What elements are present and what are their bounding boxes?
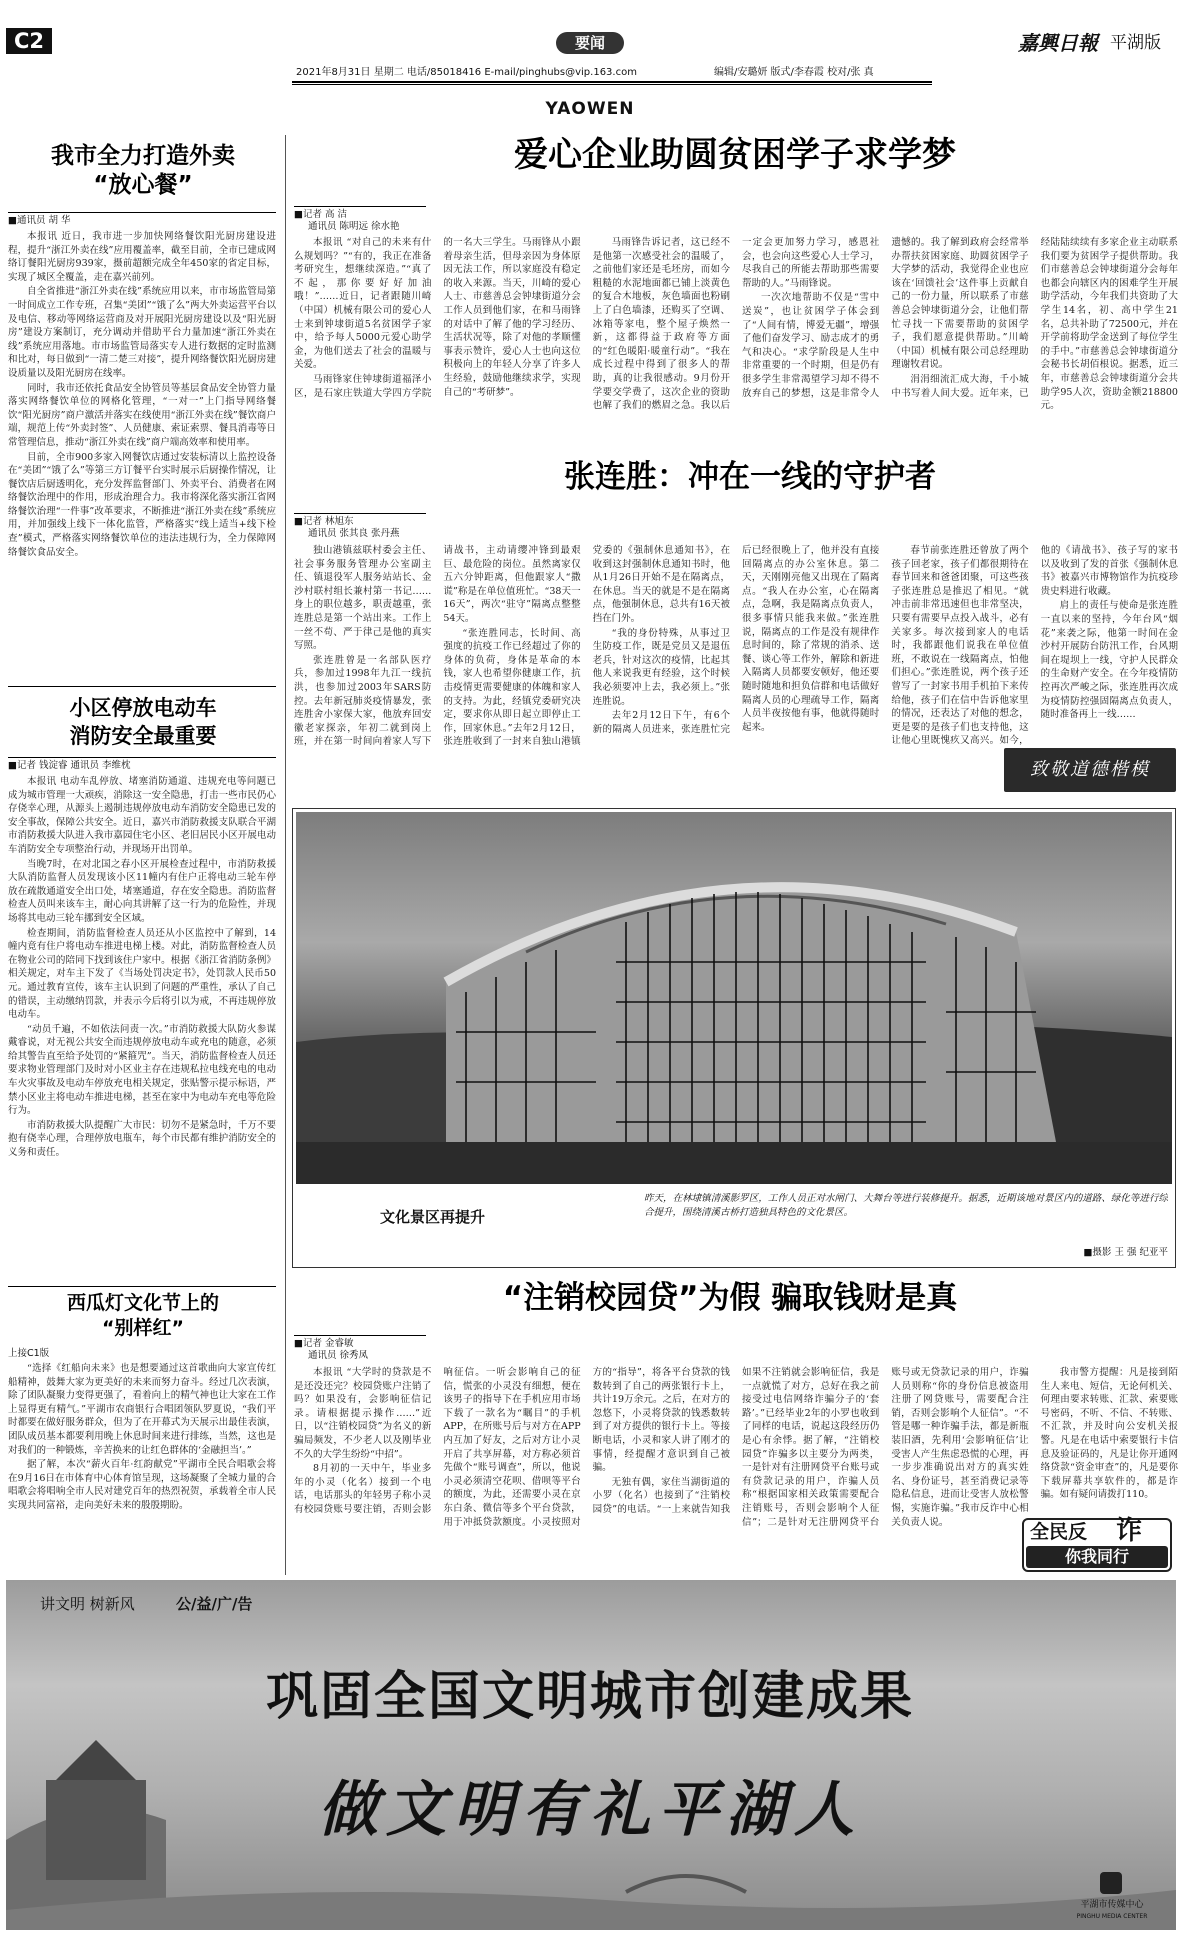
paragraph: 本报讯 近日，我市进一步加快网络餐饮阳光厨房建设进程，提升“浙江外卖在线”应用覆盖率，截至目前，全市已建成网络订餐阳光厨房939家，摄前超额完成全年450家的省定目标，实现了城区全覆盖，走在嘉兴前列。 [8, 231, 276, 283]
ad-background-art [6, 1580, 1176, 1930]
public-ad-banner [6, 1580, 1176, 1930]
moral-model-badge-text: 致敬道德楷模 [1030, 759, 1150, 780]
daikuan-byline-rule [294, 1335, 426, 1336]
paragraph: 独山港镇兹联村委会主任、社会事务服务管理办公室副主任、镇退役军人服务站站长、金沙村联村组长兼村第一书记……身上的职位越多，职责越重，张连胜总是第一个站出来。工作上一丝不苟、严于律己是他的真实写照。 [294, 545, 432, 652]
daikuan-byline [294, 1338, 428, 1362]
paragraph: 无独有偶，家住当湖街道的小罗（化名）也接到了“注销校园贷”的电话。“一上来就告知我如果不注销就会影响征信，我是一点就慌了对方，总好在我之前接受过电信网络诈骗分子的‘套路’。”已经毕业2年的小罗也收到了同样的电话，说起这段经历仍是心有余悸。据了解，“注销校园贷”诈骗多以主要分为两类，一是针对有注册网贷平台账号或有贷款记录的用户，诈骗人员称“根据国家相关政策需要配合注销账号，否则会影响个人征信”；二是针对无注册网贷平台账号或无贷款记录的用户，诈骗人员则称“你的身份信息被盗用注册了网贷账号，需要配合注销，否则会影响个人征信”。“不管是哪一种诈骗手法，都是新瓶装旧酒，先利用‘会影响征信’让受害人产生焦虑恐慌的心理，再一步步准确说出对方的真实姓名、身份证号，甚至消费记录等隐私信息，进而让受害人放松警惕，实施诈骗。”我市反诈中心相关负责人说。 [592, 1367, 1029, 1528]
dianche-title-line1: 小区停放电动车 [69, 696, 217, 720]
dianche-byline-rule [8, 757, 276, 758]
aixin-byline [294, 209, 428, 233]
ad-slogan: 做文明有礼平湖人 [318, 1775, 862, 1845]
aixin-headline: 爱心企业助圆贫困学子求学梦 [514, 135, 956, 175]
paragraph: 据了解，本次“薪火百年·红韵献党”平湖市全民合唱歌会将在9月16日在市体育中心体育馆呈现，这场凝聚了全城力量的合唱歌会将唱响全市人民对建党百年的热烈祝贺，承载着全市人民实现共同富裕，走向美好未来的殷殷期盼。 [8, 1459, 276, 1511]
ad-title: 巩固全国文明城市创建成果 [265, 1666, 914, 1727]
paragraph: 一次次地帮助不仅是“雪中送炭”，也让贫困学子体会到了“人间有情，博爱无疆”，增强了他们奋发学习、励志成才的勇气和决心。“求学阶段是人生中非常重要的一个时期，但是仍有很多学生非常渴望学习却不得不放弃自己的梦想，这是非常令人遗憾的。我了解到政府会经常举办帮扶贫困家庭、助圆贫困学子大学梦的活动，我觉得企业也应该在‘回馈社会’这件事上贡献自己的一份力量，所以联系了市慈善总会钟埭街道分会，让他们帮忙寻找一下需要帮助的贫困学子，我们愿意提供帮助。”川崎（中国）机械有限公司总经理助理谢牧君说。 [741, 237, 1029, 399]
paragraph: 马雨锋告诉记者，这已经不是他第一次感受社会的温暖了，之前他们家还是毛坯房，而如今粗糙的水泥地面都已铺上淡黄色的复合木地板，灰色墙面也粉刷上了白色墙漆，还购买了空调、冰箱等家电，整个屋子焕然一新，这都得益于政府等方面的“红色暖阳·暖童行动”。“我在成长过程中得到了很多人的帮助，真的让我很感动。9月份开学要交学费了，这次企业的资助也解了我们的燃眉之急。我以后一定会更加努力学习，感恩社会，也会向这些爱心人士学习，尽我自己的所能去帮助那些需要帮助的人。”马雨锋说。 [592, 237, 880, 412]
construction-photo [296, 812, 1172, 1184]
section-pinyin: YAOWEN [545, 99, 635, 119]
masthead-rule-bottom [292, 84, 932, 85]
fangxin-byline: ■通讯员 胡 华 [8, 215, 71, 226]
anti-fraud-badge-char: 诈 [1116, 1516, 1143, 1546]
aixin-byline-rule [294, 206, 426, 207]
xigua-title-line1: 西瓜灯文化节上的 [66, 1292, 219, 1314]
masthead-rule-top [292, 81, 932, 83]
media-center-name: 平湖市传媒中心 [1080, 1900, 1144, 1910]
paragraph: 同时，我市还依托食品安全协管员等基层食品安全协管力量落实网络餐饮单位的网格化管理，“一对一”上门指导网络餐饮“阳光厨房”商户激活并落实在线使用“浙江外卖在线”餐饮商户端，规范上传“外卖封签”、人员健康、索证索票、餐具消毒等日常管理信息，推动“浙江外卖在线”商户端高效率和使用率。 [8, 382, 276, 448]
dianche-headline [8, 694, 278, 752]
paragraph: 当晚7时，在对北国之春小区开展检查过程中，市消防救援大队消防监督人员发现该小区11幢内有住户正将电动三轮车停放在疏散通道安全出口处，堵塞通道，存在安全隐患。消防监督检查人员叫来该车主，耐心向其讲解了这一行为的危险性，并现场将其电动三轮车挪到安全区域。 [8, 858, 276, 924]
dianche-body [8, 775, 276, 1283]
zhang-headline: 张连胜：冲在一线的守护者 [564, 459, 936, 495]
paragraph: 目前，全市900多家入网餐饮店通过安装标清以上监控设备在“美团”“饿了么”等第三方订餐平台实时展示后厨操作情况，让餐饮店后厨透明化，充分发挥监督部门、外卖平台、消费者在网络餐饮治理中的作用，形成治理合力。我市将深化落实浙江省网络餐饮治理“一件事”改革要求，不断推进“浙江外卖在线”系统应用，并加强线上线下一体化监管，严格落实“线上适当+线下检查”模式，严格落实网络餐饮单位的违法违规行为，全力保障网络餐饮食品安全。 [8, 451, 276, 558]
media-center-logo [1100, 1872, 1122, 1894]
paragraph: 本报讯 电动车乱停放、堵塞消防通道、违规充电等问题已成为城市管理一大顽疾，消除这一安全隐患，打击一些市民仍心存侥幸心理，从源头上遏制违规停放电动车消防安全隐患已发的安全事故，保障公共安全。近日，嘉兴市消防救援支队联合平湖市消防救援大队进入我市嘉园住宅小区、老旧居民小区开展电动车消防安全专项整治行动，并现场开出罚单。 [8, 776, 276, 855]
fangxin-title-line1: 我市全力打造外卖 [51, 143, 235, 169]
edition-name: 平湖版 [1110, 33, 1161, 53]
paragraph: 马雨锋家住钟埭街道福泽小区，是石家庄铁道大学四方学院的一名大三学生。马雨锋从小跟着母亲生活，但母亲因为身体原因无法工作，所以家庭没有稳定的收入来源。当天，川崎的爱心人士、市慈善总会钟埭街道分会工作人员到他们家，在和马雨锋的对话中了解了他的学习经历、生活状况等，除了对他的孝顺懂事表示赞许，爱心人士也向这位积极向上的年轻人分享了许多人生经验，鼓励他继续求学，实现自己的“考研梦”。 [294, 237, 581, 399]
anti-fraud-badge-slogan: 你我同行 [1064, 1547, 1129, 1566]
zhang-byline [294, 516, 428, 540]
paragraph: 去年2月12日下午，有6个新的隔离人员进来，张连胜忙完后已经很晚上了，他并没有直接回隔离点的办公室休息。第二天，天刚刚亮他又出现在了隔离点。“我人在办公室，心在隔离点，急啊，我是隔离点负责人，很多事情只能我来做。”张连胜说，隔离点的工作是没有规律作息时间的，除了常规的消杀、送餐、谈心等工作外，解除和新进入隔离人员都要安顿好，他还要随时随地和担负信群和电话做好隔离人员的心理疏导工作，隔离人员半夜按他有事，他就得随时起来。 [592, 545, 880, 735]
daikuan-byline-correspondents: 通讯员 徐秀凤 [308, 1350, 369, 1361]
xigua-body [8, 1362, 276, 1574]
paragraph: 市消防救援大队提醒广大市民：切勿不是紧急时，千万不要抱有侥幸心理，合理停放电瓶车，每个市民都有维护消防安全的义务和责任。 [8, 1119, 276, 1159]
paragraph: 本报讯 “对自己的未来有什么规划吗？”“有的，我正在准备考研究生，想继续深造。”“真了不起，那你要好好加油哦！”……近日，记者跟随川崎（中国）机械有限公司的爱心人士来到钟埭街道5名贫困学子家中，给予每人5000元爱心助学金，为他们送去了社会的温暖与关爱。 [294, 237, 432, 371]
fangxin-byline-rule [8, 212, 276, 213]
page-number: C2 [13, 29, 45, 53]
photo-caption-title: 文化景区再提升 [380, 1208, 486, 1226]
paragraph: 肩上的责任与使命是张连胜一直以来的坚持，今年台风“烟花”来袭之际，他第一时间在金沙村开展防台防汛工作，台风期间在堤坝上一线，守护人民群众的生命财产安全。在今年疫情防控再次严峻之际，张连胜再次成为疫情防控强固隔离点负责人，随时准备再上一线…… [1040, 600, 1178, 721]
zhang-byline-correspondents: 通讯员 张其良 张丹燕 [308, 528, 400, 539]
paragraph: 张连胜曾是一名部队医疗兵，参加过1998年九江一线抗洪，也参加过2003年SARS防控。去年新冠肺炎疫情暴发，张连胜舍小家保大家，他放弃回安徽老家探亲，年初二就到岗上班，并在第一时间向着家人写下请战书，主动请缨冲锋到最艰巨、最危险的岗位。虽然离家仅五六分钟距离，但他跟家人“撒谎”称是在单位值班忙。“38天一16天”，两次“驻守”隔离点整整54天。 [294, 545, 581, 748]
paragraph: 自全省推进“浙江外卖在线”系统应用以来，市市场监管局第一时间成立工作专班，召集“美团”“饿了么”两大外卖运营平台以及电信、移动等网络运营商及对开展阳光厨房建设以及“阳光厨房”建设方案制订，充分调动并借助平台力量加速“浙江外卖在线”系统应用落地。市市场监管局落实专人进行数据的定时监测和比对，每日做到“一清二楚三对接”，提升网络餐饮阳光厨房建设质量以及阳光厨房在线率。 [8, 286, 276, 379]
paragraph: “选择《红船向未来》也是想要通过这首歌曲向大家宣传红船精神，鼓舞大家为更美好的未来而努力奋斗。经过几次表演，除了团队凝聚力变得更强了，看着向上的精气神也让大家在工作上显得更有精气。”平湖市农商银行合唱团领队罗夏说，“我们平时都要在做好服务群众，但为了在开幕式为天展示出最佳表演，团队成员基本都要利用晚上休息时间来进行排练，当然，这也是对我们的一种锻炼，辛苦换来的让红色群体的‘金融担当’。” [8, 1363, 276, 1456]
section-label: 要闻 [574, 34, 605, 52]
editor-line: 编辑/安璐妍 版式/李春霞 校对/张 真 [714, 67, 874, 78]
paragraph: 检查期间，消防监督检查人员还从小区监控中了解到，14幢内竟有住户将电动车推进电梯上楼。对此，消防监督检查人员在物业公司的陪同下找到该住户家中。根据《浙江省消防条例》相关规定，对车主下发了《当场处罚决定书》，处罚款人民币50元。通过教育宣传，该车主认识到了问题的严重性，承认了自己的错误，主动缴纳罚款，并表示今后将引以为戒，不再违规停放电动车。 [8, 927, 276, 1021]
xigua-continued: 上接C1版 [8, 1348, 50, 1359]
aixin-body [294, 236, 1178, 448]
dianche-title-line2: 消防安全最重要 [69, 724, 217, 748]
ad-header-emph: 公/益/广/告 [176, 1595, 253, 1613]
paragraph: 8月初的一天中午，毕业多年的小灵（化名）接到一个电话，电话那头的年轻男子称小灵有校园贷账号要注销，否则会影响征信。一听会影响自己的征信，慌张的小灵没有细想，便在该男子的指导下在手机应用市场下载了一款名为“瞩目”的手机APP，在所账号后与对方在APP内互加了好友，之后对方让小灵开启了共享屏幕，对方称必须首先做个“账号调查”，所以，他说小灵必须清空花呗、借呗等平台的额度，为此，还需要小灵在京东白条、微信等多个平台贷款，用于冲抵贷款额度。小灵按照对方的“指导”，将各平台贷款的钱数转到了自己的两张银行卡上，共计19万余元。之后，在对方的忽悠下，小灵将贷款的钱悉数转到了对方提供的银行卡上。等接断电话，小灵和家人讲了刚才的事情，经提醒才意识到自己被骗。 [294, 1367, 730, 1528]
photo-illustration [296, 812, 1172, 1184]
xigua-title-line2: “别样红” [102, 1317, 184, 1339]
daikuan-headline: “注销校园贷”为假 骗取钱财是真 [502, 1280, 958, 1316]
zhang-byline-rule [294, 513, 426, 514]
fangxin-headline [8, 142, 278, 202]
paragraph: 涓涓细流汇成大海，千小城中书写着人间大爱。近年来，已经陆陆续续有多家企业主动联系我们要为贫困学子提供帮助。我们市慈善总会钟埭街道分会每年也都会向辖区内的困难学生开展助学活动，今年我们共资助了大学生14名，初、高中学生21名，总共补助了72500元，并在开学前将助学金送到了每位学生的手中。”市慈善总会钟埭街道分会秘书长胡佰根说。据悉，近三年，市慈善总会钟埭街道分会共助学95人次，资助金额218800元。 [891, 237, 1178, 412]
paragraph: 本报讯 “大学时的贷款是不是还没还完？校园贷账户注销了吗？如果没有，会影响征信记录。请根据提示操作……”近日，以“注销校园贷”为名义的新骗局频发，不少老人以及刚毕业不久的大学生纷纷“中招”。 [294, 1367, 432, 1460]
photo-caption-text: 昨天，在林埭镇清溪影罗区，工作人员正对水闸门、大舞台等进行装修提升。据悉，近期该地对景区内的道路、绿化等进行综合提升，围绕清溪古桥打造独具特色的文化景区。 [644, 1193, 1168, 1218]
paragraph: “张连胜同志，长时间、高强度的抗疫工作已经超过了你的身体的负荷，身体是革命的本钱，家人也希望你健康工作，抗击疫情更需要健康的体魄和家人的支持。为此，经镇党委研究决定，要求你从即日起立即停止工作，回家休息。”去年2月12日，张连胜收到了一封来自独山港镇党委的《强制休息通知书》，在收到这封强制休息通知书时，他从1月26日开始不是在隔离点，在休息。当天的就是不是在隔离点，他强制休息，总共有16天被挡在门外。 [443, 545, 730, 748]
xigua-headline [8, 1291, 278, 1343]
fangxin-title-line2: “放心餐” [93, 172, 193, 198]
photo-credit: ■摄影 王 强 纪亚平 [1083, 1247, 1168, 1258]
column-divider [285, 135, 286, 1575]
dianche-byline: ■记者 钱淀睿 通讯员 李维枕 [8, 760, 131, 771]
aixin-byline-correspondents: 通讯员 陈明远 徐水艳 [308, 221, 400, 232]
left-divider-2 [8, 1286, 276, 1287]
left-divider-1 [8, 686, 276, 687]
paper-name: 嘉興日報 [1018, 31, 1098, 55]
paragraph: 我市警方提醒：凡是接到陌生人来电、短信，无论何机关、何理由要求转账、汇款、索要账号密码，不听、不信、不转账、不汇款，并及时向公安机关报警。凡是在电话中索要银行卡信息及验证码的，凡是让你开通网络贷款“资金审查”的，凡是要你下载屏幕共享软件的，都是诈骗。如有疑问请拨打110。 [1040, 1367, 1178, 1501]
media-center-english: PINGHU MEDIA CENTER [1076, 1913, 1148, 1920]
date-line: 2021年8月31日 星期二 电话/85018416 E-mail/pinghubs@vip.163.com [296, 67, 637, 78]
ad-header: 讲文明 树新风 [40, 1595, 135, 1613]
daikuan-byline-reporter: ■记者 金睿敏 [294, 1338, 354, 1349]
fangxin-body [8, 230, 276, 670]
paragraph: 春节前张连胜还曾放了两个孩子回老家，孩子们都很期待在春节回来和爸爸团聚，可这些孩子张连胜总是推迟了相见。“就冲击前非常迅速但也非常坚决，只要有需要早点投入战斗，必有关家多。每次接到家人的电话时，我都跟他们说我在单位值班，不敢说在一线隔离点，怕他们担心。”张连胜说，两个孩子还曾写了一封家书用手机拍下来传给他，孩子们在信中告诉他家里的情况，还表达了对他的想念，更是要的是孩子们也支持他，这让他心里既愧疚又高兴。如今，他的《请战书》、孩子写的家书以及收到了发的首张《强制休息书》被嘉兴市博物馆作为抗疫珍贵史料进行收藏。 [891, 545, 1178, 747]
aixin-byline-reporter: ■记者 高 洁 [294, 209, 348, 220]
paragraph: “动员千遍，不如依法问责一次。”市消防救援大队防火参谋戴睿说，对无视公共安全而违规停放电动车或充电的随意，必须给其警告直至给予处罚的“紧箍咒”。当天，消防监督检查人员还要求物业管理部门及时对小区业主存在违规私拉电线充电的电动车火灾事故及电动车停放充电相关规定，张贴警示提示标语，严禁小区业主将电动车推进电梯，甚至在家中为电动车充电等危险行为。 [8, 1023, 276, 1117]
paragraph: “我的身份特殊，从事过卫生防疫工作，既是党员又是退伍老兵，针对这次的疫情，比起其他人来说我更有经验，这个时候我必须要冲上去，我必须上。”张连胜说。 [592, 627, 730, 707]
anti-fraud-badge-line1: 全民反 [1030, 1521, 1088, 1543]
zhang-byline-reporter: ■记者 林旭东 [294, 516, 354, 527]
